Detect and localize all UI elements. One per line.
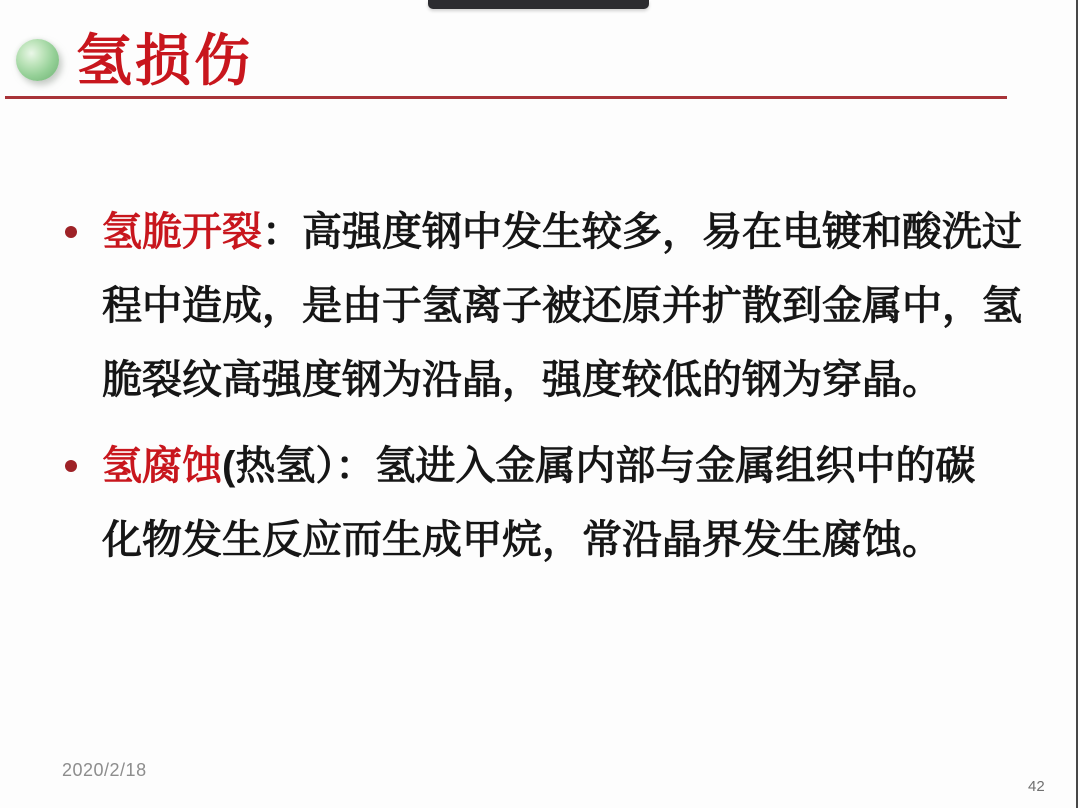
slide-body — [62, 195, 1027, 577]
bullet-item-hydrogen-embrittlement — [62, 195, 1027, 417]
slide-title: 氢损伤 — [76, 29, 253, 92]
bullet-line: 脆裂纹高强度钢为沿晶，强度较低的钢为穿晶。 — [102, 358, 942, 402]
title-sphere-icon — [16, 39, 59, 81]
bullet-line — [102, 195, 1027, 269]
bullet-dot-icon — [65, 460, 77, 472]
page-number: 42 — [1028, 778, 1045, 795]
bullet-keyword: 氢脆开裂 — [102, 210, 262, 254]
bullet-dot-icon — [65, 226, 77, 238]
bullet-line: 化物发生反应而生成甲烷，常沿晶界发生腐蚀。 — [102, 518, 942, 562]
bullet-line: 程中造成，是由于氢离子被还原并扩散到金属中，氢 — [102, 284, 1022, 328]
bullet-line — [102, 429, 1027, 503]
slide-right-border — [1076, 0, 1078, 808]
window-drag-handle[interactable] — [428, 0, 649, 9]
bullet-text: ：高强度钢中发生较多，易在电镀和酸洗过 — [262, 210, 1022, 254]
slide-date: 2020/2/18 — [62, 760, 147, 780]
title-underline — [5, 96, 1007, 99]
bullet-keyword: 氢腐蚀 — [102, 444, 222, 488]
bullet-text: (热氢）：氢进入金属内部与金属组织中的碳 — [222, 444, 976, 488]
bullet-item-hydrogen-corrosion — [62, 429, 1027, 577]
